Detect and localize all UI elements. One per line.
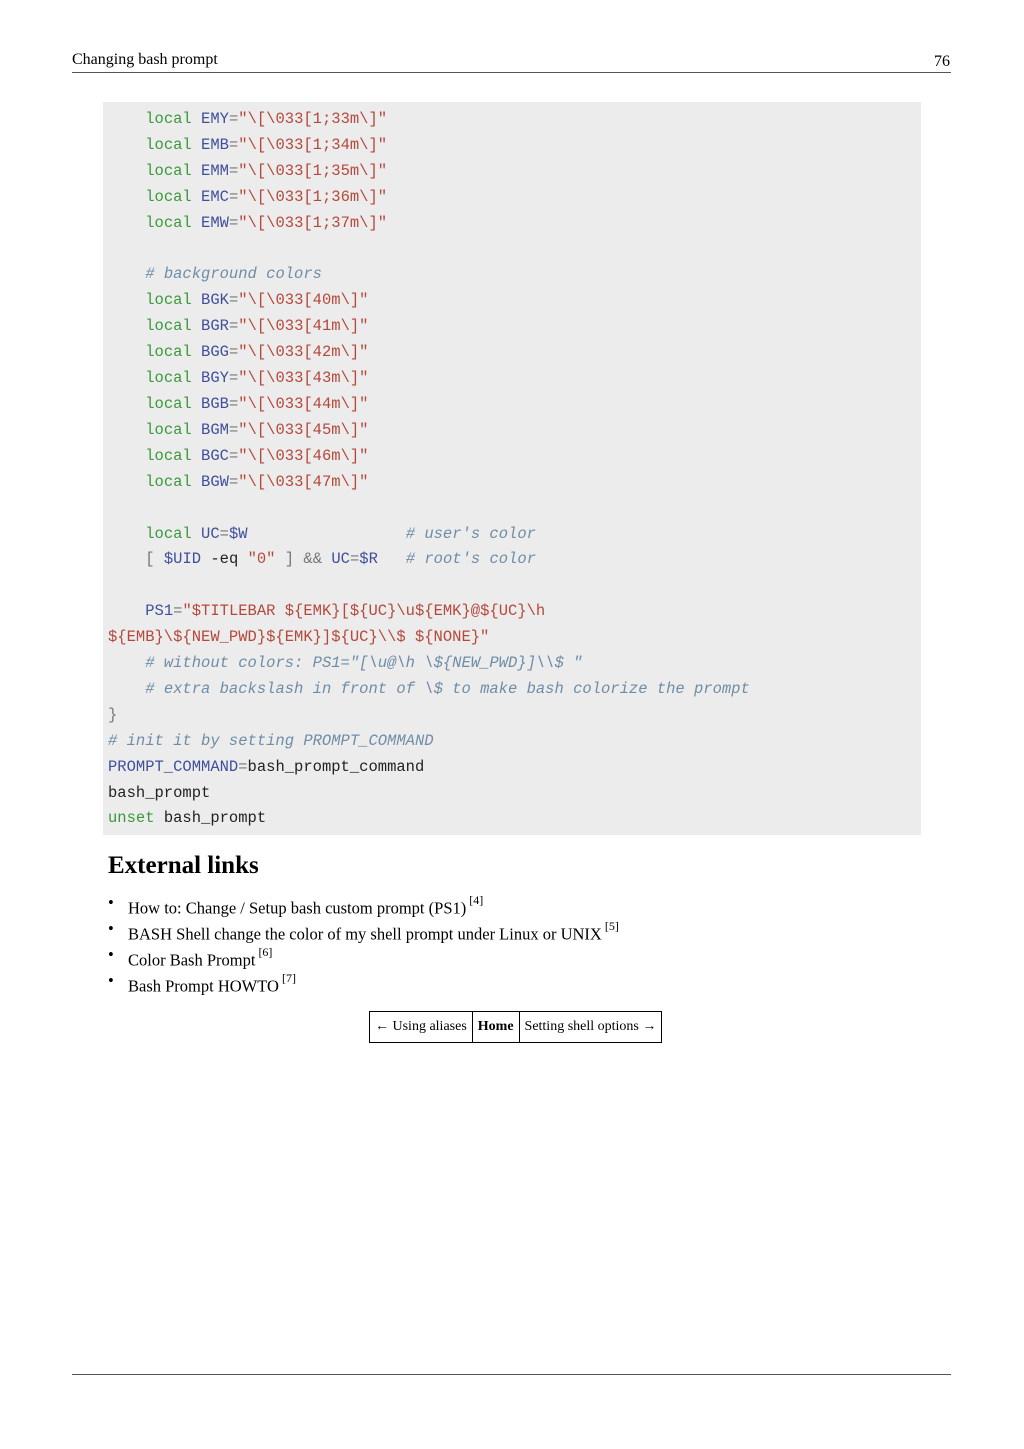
code-operator: } (108, 705, 118, 724)
code-text (192, 395, 201, 413)
code-text: bash_prompt (154, 809, 267, 828)
code-variable: $W (228, 524, 248, 543)
code-text (378, 550, 406, 568)
code-operator: = (228, 213, 239, 232)
code-line (108, 447, 369, 465)
code-operator: && (303, 550, 323, 569)
code-operator: = (228, 110, 239, 128)
code-keyword: local (145, 161, 192, 180)
list-item (108, 968, 619, 994)
code-keyword: local (145, 524, 192, 543)
code-line (108, 473, 369, 491)
code-variable: BGK (201, 291, 229, 310)
code-string: "\[\033[42m\]" (238, 343, 369, 362)
code-string: "\[\033[1;34m\]" (238, 135, 388, 154)
code-text (192, 162, 201, 180)
bullet: • (108, 971, 114, 990)
code-operator: = (173, 602, 183, 621)
code-variable: EMC (201, 187, 229, 206)
code-text (108, 369, 145, 387)
code-line (108, 758, 424, 776)
code-comment: # background colors (145, 265, 322, 284)
code-comment: # init it by setting PROMPT_COMMAND (108, 731, 434, 750)
link-text[interactable]: Bash Prompt HOWTO (128, 976, 279, 996)
external-links-list (108, 890, 619, 994)
code-string: "\[\033[46m\]" (238, 446, 369, 465)
code-operator: = (349, 550, 360, 569)
code-text (108, 136, 145, 154)
code-keyword: local (145, 291, 192, 310)
code-variable: BGC (201, 446, 229, 465)
code-text (192, 136, 201, 154)
code-keyword: local (145, 187, 192, 206)
code-keyword: local (145, 472, 192, 491)
code-listing (108, 107, 750, 832)
code-line (108, 291, 369, 309)
code-string: "\[\033[1;33m\]" (238, 110, 388, 128)
code-operator: = (228, 161, 239, 180)
code-keyword: local (145, 420, 192, 439)
code-string: "0" (247, 550, 276, 569)
code-string: "$TITLEBAR ${EMK}[${UC}\u${EMK}@${UC}\h (182, 602, 546, 621)
code-text (108, 395, 145, 413)
navigation-box (369, 1011, 662, 1043)
code-comment: # user's color (405, 524, 536, 543)
code-text (108, 110, 145, 128)
code-string: "\[\033[40m\]" (238, 291, 369, 310)
code-string: "\[\033[1;36m\]" (238, 187, 388, 206)
code-keyword: local (145, 343, 192, 362)
code-text (192, 110, 201, 128)
next-link[interactable]: Setting shell options → (519, 1012, 662, 1043)
code-string: "\[\033[47m\]" (238, 472, 369, 491)
code-text (322, 550, 331, 568)
code-text (108, 188, 145, 206)
code-string: "\[\033[45m\]" (238, 420, 369, 439)
code-variable: $UID (163, 550, 202, 569)
code-text (192, 369, 201, 387)
list-item (108, 916, 619, 942)
code-line (108, 369, 369, 387)
code-variable: BGY (201, 369, 229, 388)
code-operator: = (219, 524, 229, 543)
code-comment: # without colors: PS1="[\u@\h \${NEW_PWD}]\\$ " (145, 654, 583, 673)
code-operator: = (228, 343, 239, 362)
code-line (108, 162, 387, 180)
link-text[interactable]: Color Bash Prompt (128, 950, 256, 970)
code-string: "\[\033[1;37m\]" (238, 213, 388, 232)
code-text (108, 525, 145, 543)
code-text (192, 447, 201, 465)
code-variable: BGG (201, 343, 229, 362)
code-operator: = (228, 369, 239, 388)
code-variable: UC (201, 524, 220, 543)
code-operator: [ (145, 550, 155, 569)
code-text (108, 473, 145, 491)
code-line (108, 395, 369, 413)
code-line (108, 809, 266, 827)
code-comment: # extra backslash in front of \$ to make bash colorize the prompt (145, 679, 750, 698)
code-line (108, 628, 489, 646)
code-line (108, 550, 536, 568)
code-line (108, 602, 545, 620)
code-operator: = (228, 420, 239, 439)
code-text (192, 214, 201, 232)
code-line (108, 525, 536, 543)
code-variable: BGR (201, 317, 229, 336)
reference-link[interactable]: [7] (281, 971, 296, 985)
code-text (192, 188, 201, 206)
code-line (108, 654, 582, 672)
code-text (248, 525, 406, 543)
code-text (275, 550, 284, 568)
code-operator: = (228, 135, 239, 154)
code-line (108, 317, 369, 335)
code-string: "\[\033[44m\]" (238, 394, 369, 413)
code-string: "\[\033[1;35m\]" (238, 161, 388, 180)
code-text (155, 550, 164, 568)
code-text (108, 421, 145, 439)
code-text (108, 550, 145, 568)
code-keyword: local (145, 394, 192, 413)
code-line (108, 136, 387, 154)
code-text (108, 162, 145, 180)
code-text (108, 214, 145, 232)
code-string: "\[\033[41m\]" (238, 317, 369, 336)
code-variable: PS1 (145, 602, 174, 621)
code-operator: = (228, 291, 239, 310)
code-variable: EMB (201, 135, 229, 154)
home-link[interactable]: Home (472, 1012, 519, 1043)
code-line (108, 265, 322, 283)
code-line (108, 680, 750, 698)
code-comment: # root's color (405, 550, 537, 569)
code-variable: EMM (201, 161, 229, 180)
code-line (108, 706, 117, 724)
code-text (192, 291, 201, 309)
code-operator: = (228, 446, 239, 465)
running-title: Changing bash prompt (72, 51, 218, 68)
code-text (108, 602, 145, 620)
code-keyword: local (145, 317, 192, 336)
list-item (108, 890, 619, 916)
code-text (192, 343, 201, 361)
code-operator: = (238, 757, 248, 776)
code-keyword: local (145, 213, 192, 232)
code-operator: = (228, 187, 239, 206)
code-operator: ] (284, 550, 295, 569)
code-operator: = (228, 317, 239, 336)
code-variable: EMW (201, 213, 229, 232)
code-text (108, 447, 145, 465)
code-text (108, 654, 145, 672)
header-rule (72, 72, 951, 73)
bullet: • (108, 919, 114, 938)
code-variable: BGW (201, 472, 229, 491)
code-variable: PROMPT_COMMAND (108, 757, 239, 776)
code-string: ${EMB}\${NEW_PWD}${EMK}]${UC}\\$ ${NONE}" (108, 628, 490, 647)
bullet: • (108, 945, 114, 964)
code-block (103, 102, 921, 835)
code-text (192, 525, 201, 543)
code-text: bash_prompt (108, 783, 211, 802)
section-title: External links (108, 852, 259, 879)
code-line (108, 343, 369, 361)
code-keyword: local (145, 110, 192, 128)
prev-link[interactable]: ← Using aliases (370, 1012, 473, 1043)
code-line (108, 188, 387, 206)
code-text (108, 265, 145, 283)
code-text (192, 317, 201, 335)
reference-link[interactable]: [4] (469, 893, 484, 907)
code-line (108, 110, 387, 128)
code-line (108, 214, 387, 232)
link-text[interactable]: How to: Change / Setup bash custom prompt (PS1) (128, 898, 467, 918)
code-line (108, 784, 210, 802)
bullet: • (108, 893, 114, 912)
reference-link[interactable]: [5] (604, 919, 619, 933)
code-variable: BGM (201, 420, 229, 439)
reference-link[interactable]: [6] (258, 945, 273, 959)
code-keyword: local (145, 135, 192, 154)
code-text (192, 473, 201, 491)
code-text (108, 680, 145, 698)
list-item (108, 942, 619, 968)
code-keyword: local (145, 446, 192, 465)
code-line (108, 732, 434, 750)
link-text[interactable]: BASH Shell change the color of my shell prompt under Linux or UNIX (128, 924, 602, 944)
page-number: 76 (934, 53, 950, 70)
code-keyword: local (145, 369, 192, 388)
code-text: -eq (201, 550, 248, 569)
code-variable: EMY (201, 110, 229, 128)
code-operator: = (228, 472, 239, 491)
code-operator: = (228, 394, 239, 413)
code-variable: $R (359, 550, 378, 569)
code-text: bash_prompt_command (247, 757, 425, 776)
code-text (108, 317, 145, 335)
code-variable: UC (331, 550, 350, 569)
code-text (192, 421, 201, 439)
code-keyword: unset (108, 809, 155, 828)
code-string: "\[\033[43m\]" (238, 369, 369, 388)
code-line (108, 421, 369, 439)
code-variable: BGB (201, 394, 229, 413)
code-text (108, 291, 145, 309)
code-text (108, 343, 145, 361)
footer-rule (72, 1374, 951, 1375)
